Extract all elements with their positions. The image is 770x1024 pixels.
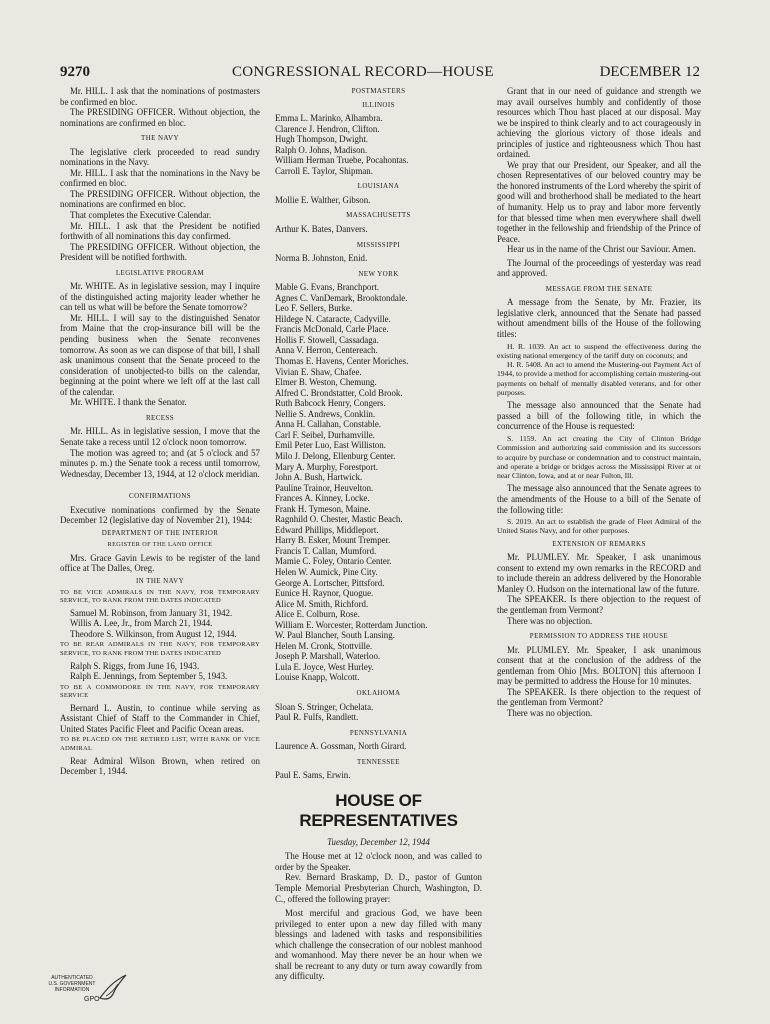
- state-heading: PENNSYLVANIA: [349, 728, 408, 737]
- nomination: Willis A. Lee, Jr., from March 21, 1944.: [70, 618, 213, 629]
- nomination: Ralph S. Riggs, from June 16, 1943.: [70, 660, 200, 671]
- section-heading: MESSAGE FROM THE SENATE: [545, 284, 653, 293]
- house-heading: HOUSE OF REPRESENTATIVES: [299, 790, 458, 830]
- paragraph: There was no objection.: [507, 615, 593, 626]
- state-heading: MASSACHUSETTS: [346, 211, 411, 220]
- paragraph: There was no objection.: [507, 707, 593, 718]
- paragraph: That completes the Executive Calendar.: [70, 210, 212, 221]
- postmaster-name: Sloan S. Stringer, Ochelata.: [275, 701, 374, 712]
- postmaster-name: Francis T. Callan, Mumford.: [275, 545, 377, 556]
- paragraph: Mr. HILL. I ask that the nominations of postmasters be confirmed en bloc.: [60, 86, 260, 107]
- paragraph: The House met at 12 o'clock noon, and was called to order by the Speaker.: [275, 851, 482, 872]
- page-number: 9270: [60, 64, 90, 80]
- eagle-icon: [96, 972, 132, 1006]
- postmaster-name: Anna H. Callahan, Constable.: [275, 419, 381, 430]
- rank-heading: TO BE REAR ADMIRALS IN THE NAVY, FOR TEMPORARY SERVICE, TO RANK FROM THE DATES INDICATED: [60, 641, 260, 657]
- postmaster-name: Mamie C. Foley, Ontario Center.: [275, 556, 392, 567]
- postmaster-name: John A. Bush, Hartwick.: [275, 472, 363, 483]
- nomination: Bernard L. Austin, to continue while serving as Assistant Chief of Staff to the Commander in Chief, United States Pacific Fleet and Pacific Ocean areas.: [60, 702, 260, 734]
- state-heading: TENNESSEE: [357, 757, 400, 766]
- postmaster-name: Ralph O. Johns, Madison.: [275, 144, 368, 155]
- authentication-text: AUTHENTICATED U.S. GOVERNMENT INFORMATION: [48, 975, 96, 993]
- section-heading: LEGISLATIVE PROGRAM: [115, 268, 205, 277]
- bill-text: H. R. 1039. An act to suspend the effectiveness during the existing national emergency of the tariff duty on coconuts; and: [497, 341, 701, 360]
- postmaster-name: Hollis F. Stowell, Cassadaga.: [275, 334, 379, 345]
- postmaster-name: Carl F. Seibel, Durhamville.: [275, 429, 375, 440]
- postmaster-name: Elmer B. Weston, Chemung.: [275, 377, 377, 388]
- section-heading: THE NAVY: [141, 134, 179, 143]
- house-date: Tuesday, December 12, 1944: [327, 836, 430, 847]
- subsection-heading: REGISTER OF THE LAND OFFICE: [107, 541, 213, 549]
- paragraph: The SPEAKER. Is there objection to the request of the gentleman from Vermont?: [497, 594, 701, 615]
- subsection-heading: DEPARTMENT OF THE INTERIOR: [101, 528, 219, 537]
- postmaster-name: Nellie S. Andrews, Conklin.: [275, 408, 376, 419]
- postmaster-name: Emma L. Marinko, Alhambra.: [275, 113, 383, 124]
- state-heading: LOUISIANA: [357, 182, 400, 191]
- paragraph: The legislative clerk proceeded to read sundry nominations in the Navy.: [60, 146, 260, 168]
- postmaster-name: Lula E. Joyce, West Hurley.: [275, 661, 374, 672]
- postmaster-name: Helen M. Cronk, Stottville.: [275, 640, 373, 651]
- postmaster-name: Alfred C. Brondstatter, Cold Brook.: [275, 387, 403, 398]
- header-date: DECEMBER 12: [599, 64, 700, 80]
- paragraph: The message also announced that the Senate agrees to the amendments of the House to a bill of the Senate of the following title:: [497, 483, 701, 515]
- section-heading: EXTENSION OF REMARKS: [552, 539, 646, 548]
- postmaster-name: Laurence A. Gossman, North Girard.: [275, 741, 407, 752]
- paragraph: Mr. HILL. I ask that the nominations in the Navy be confirmed en bloc.: [60, 167, 260, 189]
- paragraph: The message also announced that the Senate had passed a bill of the following title, in which the concurrence of the House is requested:: [497, 400, 701, 432]
- postmaster-name: Emil Peter Luo, East Williston.: [275, 440, 386, 451]
- postmaster-name: Carroll E. Taylor, Shipman.: [275, 165, 373, 176]
- postmaster-name: Agnes C. VanDemark, Brooktondale.: [275, 292, 408, 303]
- state-heading: MISSISSIPPI: [356, 240, 401, 249]
- nomination: Samuel M. Robinson, from January 31, 1942.: [70, 607, 233, 618]
- name-list-illinois: [275, 113, 482, 176]
- postmaster-name: Clarence J. Hendron, Clifton.: [275, 123, 380, 134]
- postmaster-name: Paul E. Sams, Erwin.: [275, 770, 351, 781]
- postmaster-name: Paul R. Fulfs, Randlett.: [275, 712, 359, 723]
- name-list-louisiana: [275, 195, 482, 206]
- paragraph: Mr. PLUMLEY. Mr. Speaker, I ask unanimous consent that at the conclusion of the address of the gentleman from Ohio [Mrs. BOLTON] this afternoon I may be permitted to address the House for 10 minutes.: [497, 644, 701, 687]
- paragraph: The motion was agreed to; and (at 5 o'clock and 57 minutes p. m.) the Senate took a recess until tomorrow, Wednesday, December 13, 1944, at 12 o'clock meridian.: [60, 447, 260, 479]
- bill-text: S. 2019. An act to establish the grade of Fleet Admiral of the United States Navy, and for other purposes.: [497, 517, 701, 536]
- postmaster-name: Joseph P. Marshall, Waterloo.: [275, 651, 381, 662]
- gpo-authentication-seal: [48, 972, 138, 1012]
- postmaster-name: Francis McDonald, Carle Place.: [275, 324, 389, 335]
- state-heading: ILLINOIS: [362, 100, 395, 109]
- name-list-massachusetts: [275, 224, 482, 235]
- nomination: Theodore S. Wilkinson, from August 12, 1944.: [70, 628, 237, 639]
- rank-heading: TO BE VICE ADMIRALS IN THE NAVY, FOR TEMPORARY SERVICE, TO RANK FROM THE DATES INDICATED: [60, 588, 260, 605]
- postmaster-name: George A. Lortscher, Pittsford.: [275, 577, 385, 588]
- postmaster-name: Mollie E. Walther, Gibson.: [275, 194, 371, 205]
- postmaster-name: Mable G. Evans, Branchport.: [275, 282, 380, 293]
- postmaster-name: Hildege N. Cataracte, Cadyville.: [275, 313, 391, 324]
- postmaster-name: Eunice H. Raynor, Quogue.: [275, 588, 374, 599]
- paragraph: Mr. HILL. I will say to the distinguished Senator from Maine that the crop-insurance bill will be the pending business when the Senate reconvenes tomorrow. As soon as we can dispose of that bill, I shall ask unanimous consent that the Senate proceed to the consideration of unobjected-to bills on the calendar, beginning at the point where we left off at the last call of the calendar.: [60, 312, 260, 397]
- postmaster-name: Arthur K. Bates, Danvers.: [275, 224, 368, 235]
- paragraph: Mr. WHITE. As in legislative session, may I inquire of the distinguished acting majority leader whether he can tell us what will be before the Senate tomorrow?: [60, 281, 260, 313]
- column-left: [60, 86, 260, 777]
- section-heading: PERMISSION TO ADDRESS THE HOUSE: [529, 632, 669, 641]
- nomination: Ralph E. Jennings, from September 5, 1943.: [70, 671, 228, 682]
- paragraph: Mr. PLUMLEY. Mr. Speaker, I ask unanimous consent to extend my own remarks in the RECORD and to include therein an address delivered by the Honorable Manley O. Hudson on the international law of the future.: [497, 552, 701, 594]
- section-heading: RECESS: [145, 413, 175, 422]
- rank-heading: TO BE A COMMODORE IN THE NAVY, FOR TEMPORARY SERVICE: [60, 683, 260, 700]
- postmaster-name: Ruth Babcock Henry, Congers.: [275, 398, 386, 409]
- prayer-paragraph: We pray that our President, our Speaker, and all the chosen Representatives of our beloved country may be the honored instruments of the Lord whereby the spirit of good will and brotherhood shall be mediated to the heart of humanity. Help us to pray and labor more fervently for that blessed time when men everywhere shall dwell together in the fellowship and friendship of the Prince of Peace.: [497, 159, 701, 244]
- paragraph: The Journal of the proceedings of yesterday was read and approved.: [497, 257, 701, 279]
- postmaster-name: Ragnhild O. Chester, Mastic Beach.: [275, 514, 403, 525]
- postmaster-name: Milo J. Delong, Ellenburg Center.: [275, 450, 396, 461]
- section-heading: POSTMASTERS: [351, 87, 406, 95]
- postmaster-name: Alice E. Colburn, Rose.: [275, 609, 360, 620]
- postmaster-name: Anna V. Herron, Centereach.: [275, 345, 378, 356]
- page-header: [60, 64, 700, 84]
- prayer-paragraph: Hear us in the name of the Christ our Saviour. Amen.: [507, 244, 696, 255]
- paragraph: Mrs. Grace Gavin Lewis to be register of the land office at The Dalles, Oreg.: [60, 552, 260, 574]
- postmaster-name: W. Paul Blancher, South Lansing.: [275, 630, 395, 641]
- postmaster-name: Edward Phillips, Middleport.: [275, 524, 379, 535]
- postmaster-name: William E. Worcester, Rotterdam Junction.: [275, 619, 428, 630]
- postmaster-name: Vivian E. Shaw, Chafee.: [275, 366, 362, 377]
- state-heading: NEW YORK: [358, 269, 399, 278]
- postmaster-name: William Herman Truebe, Pocahontas.: [275, 155, 409, 166]
- name-list-mississippi: [275, 253, 482, 264]
- postmaster-name: Thomas E. Havens, Center Moriches.: [275, 356, 409, 367]
- column-right: [497, 86, 701, 718]
- paragraph: The PRESIDING OFFICER. Without objection, the nominations are confirmed en bloc.: [60, 188, 260, 210]
- name-list-tennessee: [275, 770, 482, 781]
- paragraph: The PRESIDING OFFICER. Without objection, the President will be notified forthwith.: [60, 241, 260, 263]
- postmaster-name: Helen W. Aumick, Pine City.: [275, 566, 378, 577]
- section-heading: CONFIRMATIONS: [129, 492, 191, 501]
- postmaster-name: Louise Knapp, Wolcott.: [275, 672, 360, 683]
- postmaster-name: Hugh Thompson, Dwight.: [275, 134, 369, 145]
- postmaster-name: Alice M. Smith, Richford.: [275, 598, 369, 609]
- name-list-new-york: [275, 282, 482, 683]
- postmaster-name: Norma B. Johnston, Enid.: [275, 253, 368, 264]
- name-list-oklahoma: [275, 702, 482, 723]
- bill-text: S. 1159. An act creating the City of Clinton Bridge Commission and authorizing said commission and its successors to acquire by purchase or condemnation and to construct maintain, and operate a bridge or bridges across the Mississippi River at or near Clinton, Iowa, and at or near Fulton, Ill.: [497, 434, 701, 481]
- gpo-label: GPO: [84, 996, 100, 1003]
- paragraph: Rev. Bernard Braskamp, D. D., pastor of Gunton Temple Memorial Presbyterian Church, Washington, D. C., offered the following prayer:: [275, 872, 482, 904]
- postmaster-name: Frances A. Kinney, Locke.: [275, 493, 370, 504]
- postmaster-name: Mary A. Murphy, Forestport.: [275, 461, 378, 472]
- paragraph: The PRESIDING OFFICER. Without objection, the nominations are confirmed en bloc.: [60, 107, 260, 128]
- nomination: Rear Admiral Wilson Brown, when retired on December 1, 1944.: [60, 755, 260, 777]
- paragraph: Mr. WHITE. I thank the Senator.: [70, 397, 187, 408]
- paragraph: Executive nominations confirmed by the Senate December 12 (legislative day of November 21), 1944:: [60, 504, 260, 526]
- bill-text: H. R. 5408. An act to amend the Mustering-out Payment Act of 1944, to provide a method for accomplishing certain mustering-out payments on behalf of mentally disabled veterans, and for other purposes.: [497, 360, 701, 398]
- paragraph: Mr. HILL. As in legislative session, I move that the Senate take a recess until 12 o'clock noon tomorrow.: [60, 426, 260, 447]
- state-heading: OKLAHOMA: [356, 688, 401, 697]
- postmaster-name: Frank H. Tymeson, Maine.: [275, 503, 371, 514]
- prayer-paragraph: Most merciful and gracious God, we have been privileged to enter upon a new day filled with many blessings and ladened with tasks and responsibilities which challenge the consecration of our noblest manhood and womanhood. May there never be an hour when we shall be recreant to any duty or turn away cowardly from any difficulty.: [275, 908, 482, 982]
- subsection-heading: IN THE NAVY: [135, 576, 185, 585]
- rank-heading: TO BE PLACED ON THE RETIRED LIST, WITH RANK OF VICE ADMIRAL: [60, 736, 260, 753]
- name-list-pennsylvania: [275, 741, 482, 752]
- postmaster-name: Leo F. Sellers, Burke.: [275, 303, 353, 314]
- publication-title: CONGRESSIONAL RECORD—HOUSE: [232, 64, 494, 80]
- postmaster-name: Harry B. Esker, Mount Tremper.: [275, 535, 391, 546]
- prayer-paragraph: Grant that in our need of guidance and strength we may avail ourselves humbly and confidently of those resources which Thou hast placed at our disposal. May we be inspired to think clearly and to act courageously in achieving the glorious victory of those ideals and principles of justice and righteousness which Thou hast ordained.: [497, 86, 701, 160]
- postmaster-name: Pauline Trainor, Heuvelton.: [275, 482, 374, 493]
- paragraph: The SPEAKER. Is there objection to the request of the gentleman from Vermont?: [497, 686, 701, 708]
- paragraph: A message from the Senate, by Mr. Frazier, its legislative clerk, announced that the Senate had passed without amendment bills of the House of the following titles:: [497, 297, 701, 340]
- column-middle: [275, 86, 482, 982]
- paragraph: Mr. HILL. I ask that the President be notified forthwith of all nominations this day confirmed.: [60, 220, 260, 242]
